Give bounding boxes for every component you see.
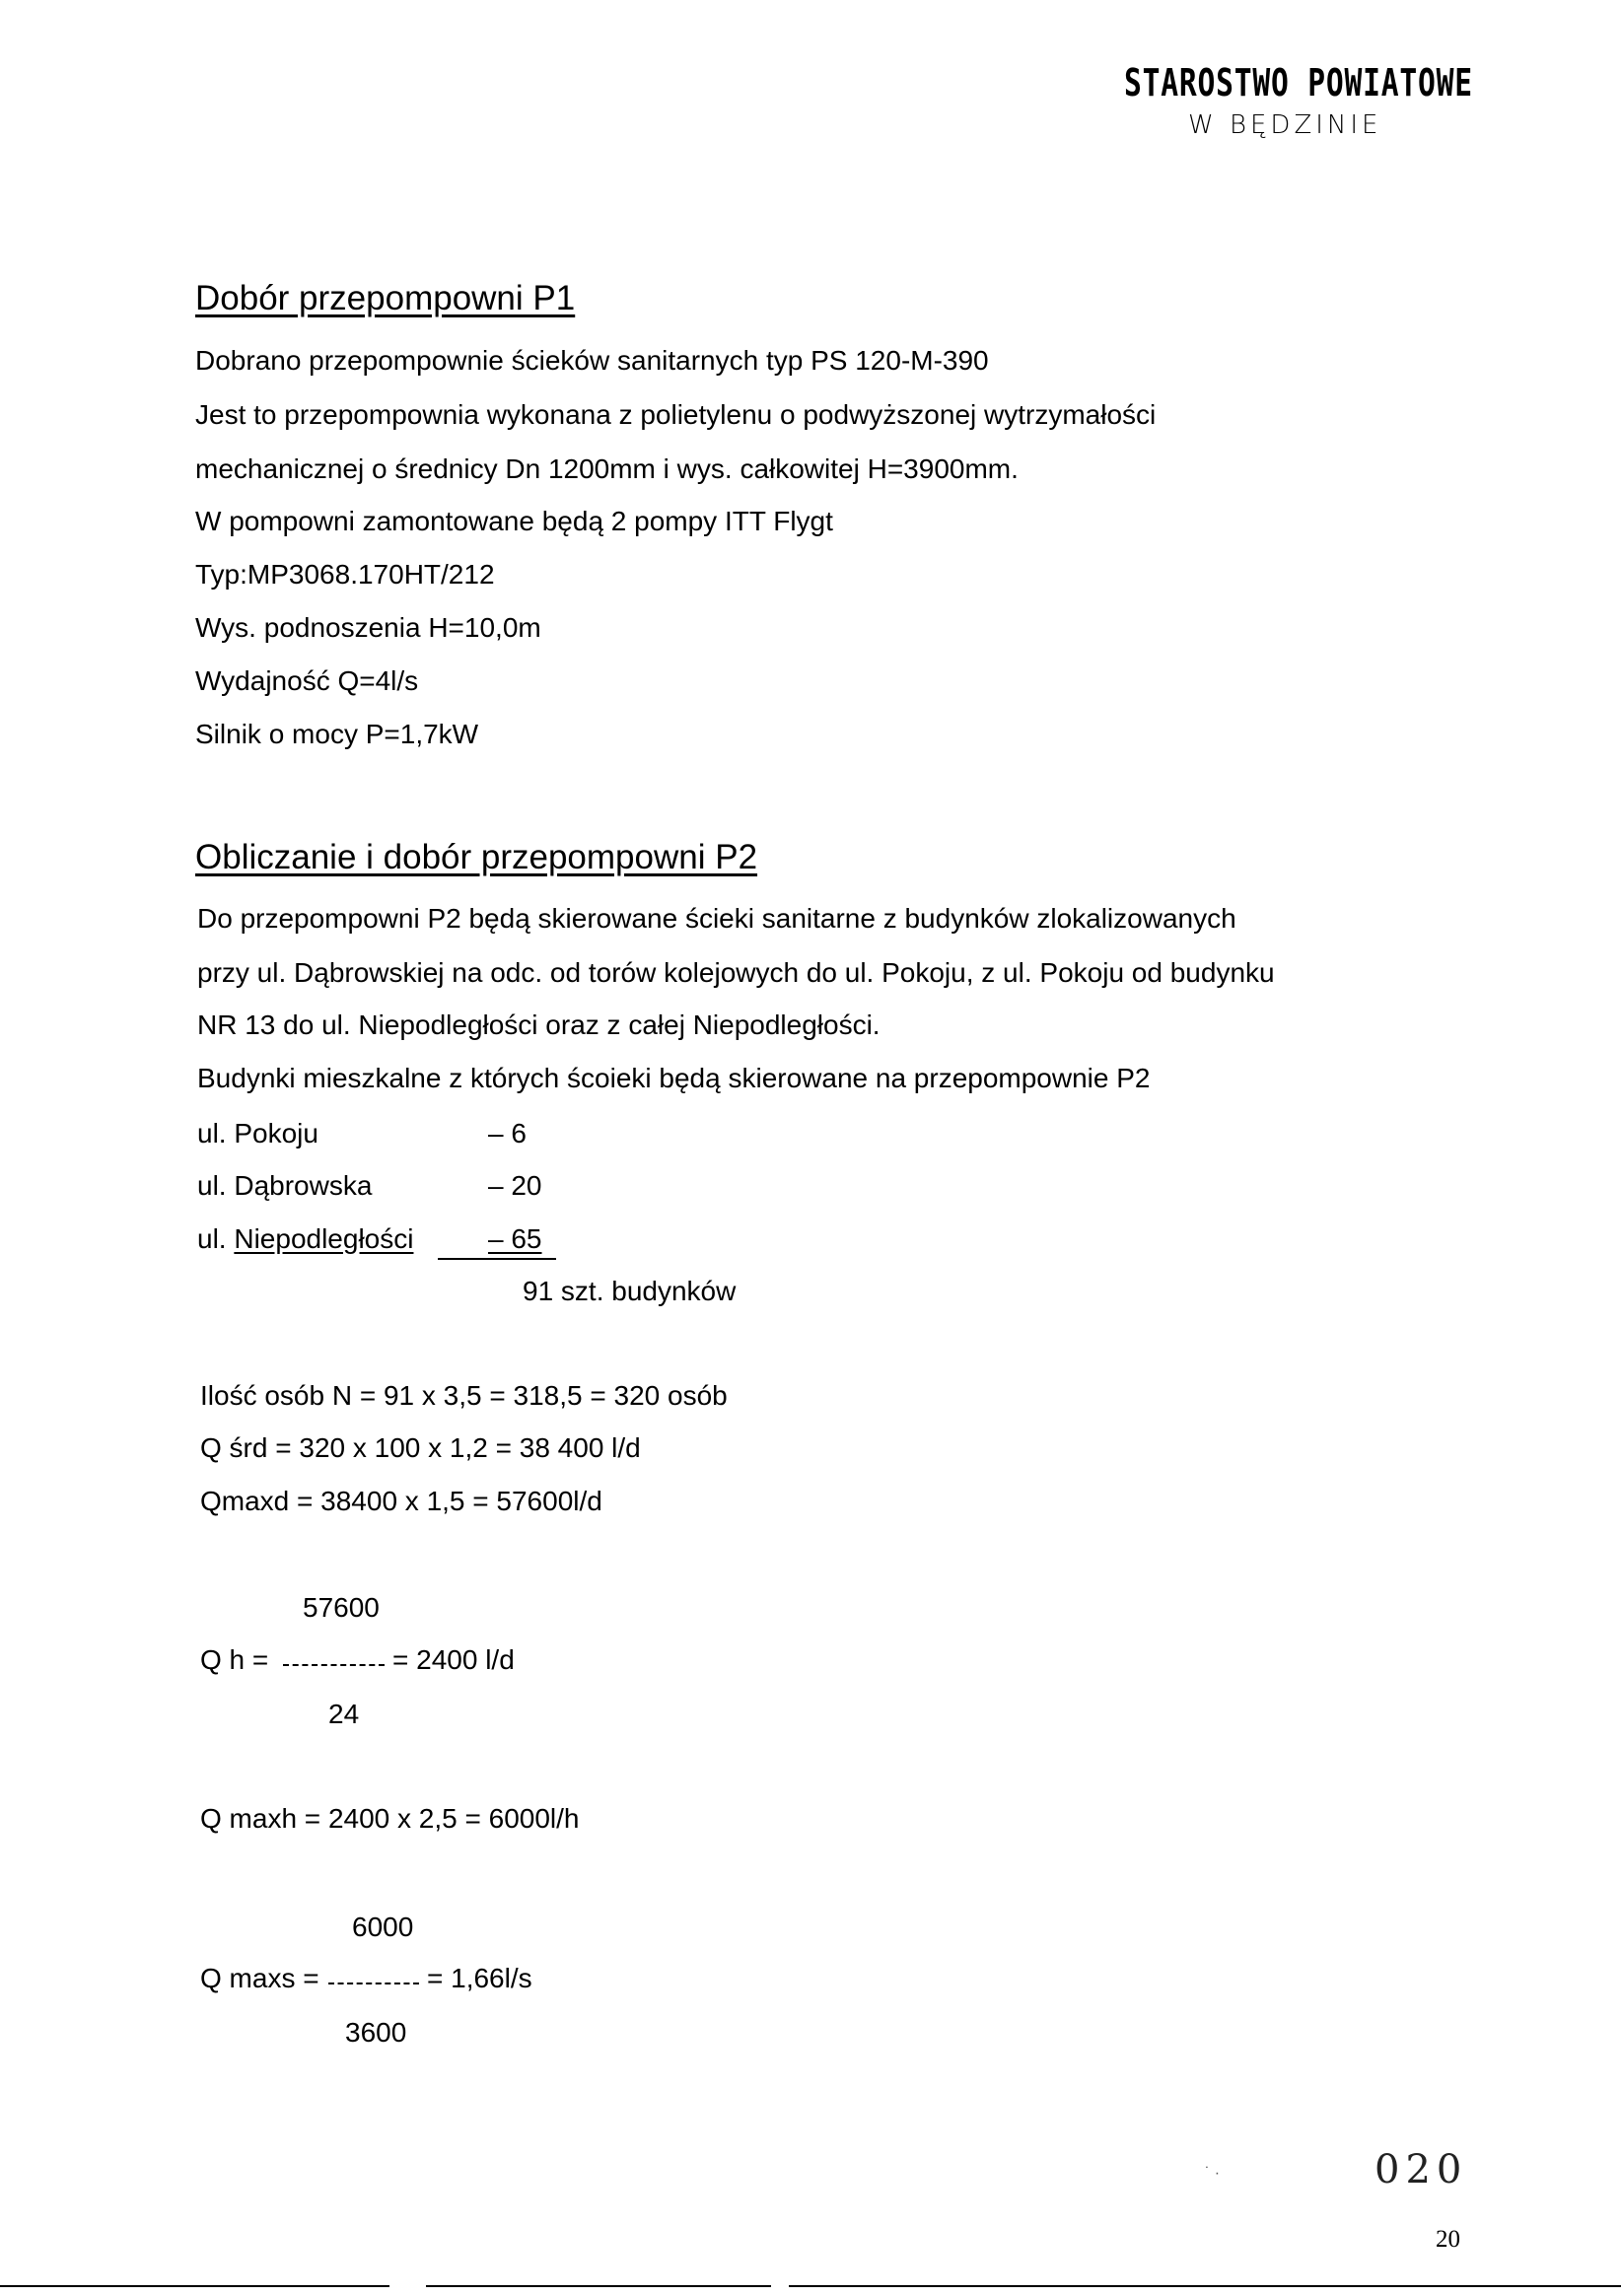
qsrd-calculation: Q śrd = 320 x 100 x 1,2 = 38 400 l/d bbox=[200, 1432, 641, 1463]
bottom-rule-middle bbox=[426, 2285, 771, 2287]
street-name: ul. Niepodległości bbox=[197, 1223, 414, 1254]
section2-line: przy ul. Dąbrowskiej na odc. od torów kolejowych do ul. Pokoju, z ul. Pokoju od budynku bbox=[197, 957, 1275, 988]
street-name: ul. Dąbrowska bbox=[197, 1170, 373, 1201]
section1-line: mechanicznej o średnicy Dn 1200mm i wys. całkowitej H=3900mm. bbox=[195, 453, 1019, 484]
street-count: – 65 bbox=[488, 1223, 542, 1254]
bottom-rule-right bbox=[789, 2285, 1621, 2287]
section2-line: NR 13 do ul. Niepodległości oraz z całej Niepodległości. bbox=[197, 1009, 881, 1040]
stamp-location: W BĘDZINIE bbox=[1188, 110, 1382, 140]
section1-line: Typ:MP3068.170HT/212 bbox=[195, 559, 495, 590]
qmaxs-lhs: Q maxs = bbox=[200, 1963, 319, 1993]
qh-rhs: = 2400 l/d bbox=[392, 1644, 515, 1675]
serial-stamp: 020 bbox=[1374, 2147, 1468, 2192]
street-name: ul. Pokoju bbox=[197, 1118, 318, 1148]
building-total: 91 szt. budynków bbox=[523, 1276, 737, 1306]
qh-lhs: Q h = bbox=[200, 1644, 269, 1675]
qmaxh-calculation: Q maxh = 2400 x 2,5 = 6000l/h bbox=[200, 1803, 580, 1834]
street-count: – 6 bbox=[488, 1118, 527, 1148]
section2-title: Obliczanie i dobór przepompowni P2 bbox=[195, 838, 758, 876]
qh-denominator: 24 bbox=[328, 1699, 360, 1729]
stamp-office-name: STAROSTWO POWIATOWE bbox=[1124, 61, 1473, 104]
street-name-underlined: Niepodległości bbox=[234, 1223, 414, 1254]
section2-line: Budynki mieszkalne z których ścoieki będą skierowane na przepompownie P2 bbox=[197, 1063, 1151, 1093]
qh-numerator: 57600 bbox=[303, 1592, 380, 1623]
section1-line: Silnik o mocy P=1,7kW bbox=[195, 719, 479, 749]
section1-line: Wys. podnoszenia H=10,0m bbox=[195, 612, 541, 643]
section2-line: Do przepompowni P2 będą skierowane ścieki sanitarne z budynków zlokalizowanych bbox=[197, 903, 1236, 934]
section1-line: Jest to przepompownia wykonana z polietylenu o podwyższonej wytrzymałości bbox=[195, 399, 1157, 430]
persons-calculation: Ilość osób N = 91 x 3,5 = 318,5 = 320 osób bbox=[200, 1380, 728, 1411]
section1-line: W pompowni zamontowane będą 2 pompy ITT Flygt bbox=[195, 506, 833, 536]
qmaxs-denominator: 3600 bbox=[345, 2017, 407, 2048]
street-count: – 20 bbox=[488, 1170, 542, 1201]
qmaxs-rhs: = 1,66l/s bbox=[427, 1963, 532, 1993]
qh-fraction-bar bbox=[283, 1664, 385, 1666]
scan-speck: ˙ · bbox=[1205, 2165, 1221, 2182]
qmaxs-numerator: 6000 bbox=[352, 1912, 414, 1942]
section1-line: Wydajność Q=4l/s bbox=[195, 665, 419, 696]
qmaxd-calculation: Qmaxd = 38400 x 1,5 = 57600l/d bbox=[200, 1486, 602, 1516]
bottom-rule-left bbox=[0, 2285, 389, 2287]
section1-title: Dobór przepompowni P1 bbox=[195, 279, 576, 317]
qmaxs-fraction-bar bbox=[328, 1983, 419, 1984]
section1-line: Dobrano przepompownie ścieków sanitarnych typ PS 120-M-390 bbox=[195, 345, 989, 376]
sum-underline bbox=[438, 1258, 556, 1260]
page-number: 20 bbox=[1436, 2226, 1460, 2253]
